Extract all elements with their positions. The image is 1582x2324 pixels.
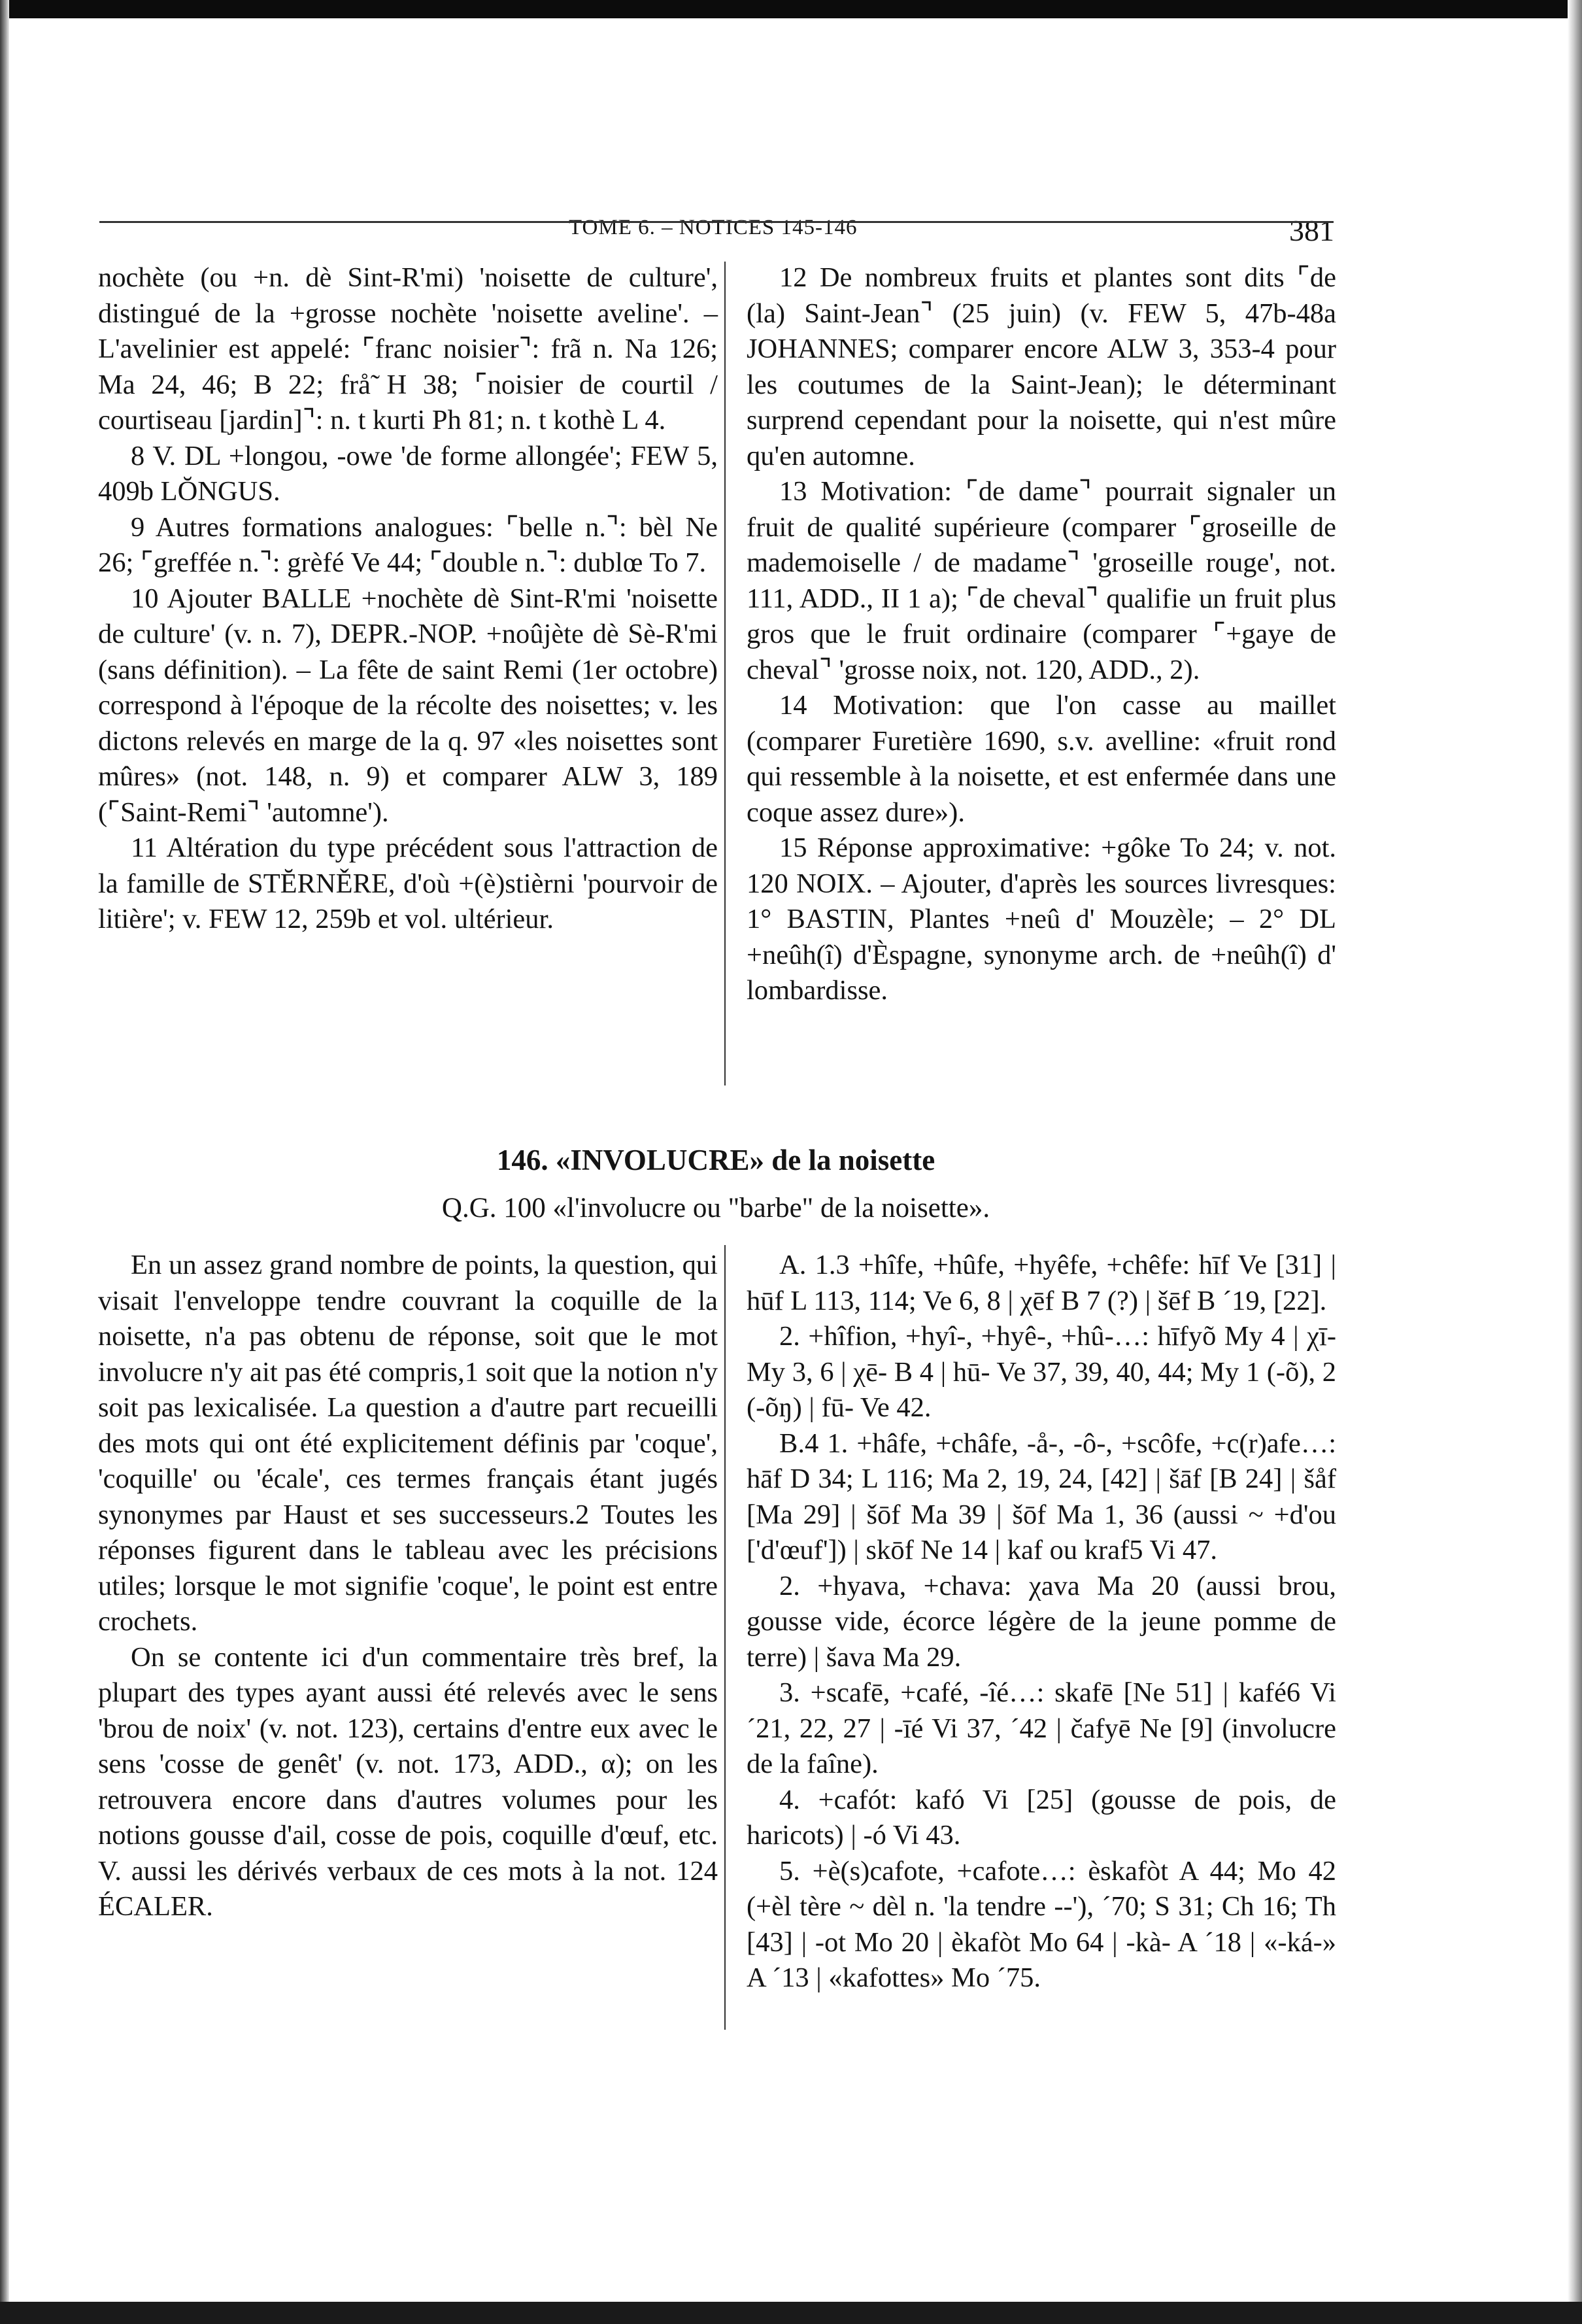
type-list-column <box>747 1248 1336 1996</box>
type-entry-b3: 3. +scafē, +café, -îé…: skafē [Ne 51] | kafé6 Vi ´21, 22, 27 | -īé Vi 37, ´42 | čafyē Ne [9] (involucre de la faîne). <box>747 1677 1336 1779</box>
footnote-continuation: nochète (ou +n. dè Sint-R'mi) 'noisette de culture', distingué de la +grosse nochète 'noisette aveline'. – L'avelinier est appelé: ⌜franc noisier⌝: frã n. Na 126; Ma 24, 46; B 22; frå̃ H 38; ⌜noisier de courtil / courtiseau [jardin]⌝: n. t kurti Ph 81; n. t kothè L 4. <box>98 262 718 436</box>
footnote-8: 8 V. DL +longou, -owe 'de forme allongée'; FEW 5, 409b LŎNGUS. <box>98 440 718 507</box>
type-entry-b2: 2. +hyava, +chava: χava Ma 20 (aussi brou, gousse vide, écorce légère de la jeune pomme de terre) | šava Ma 29. <box>747 1570 1336 1673</box>
footnote-15: 15 Réponse approximative: +gôke To 24; v. not. 120 NOIX. – Ajouter, d'après les sources livresques: 1° BASTIN, Plantes +neû d' Mouzèle; – 2° DL +neûh(î) d'Èspagne, synonyme arch. de +neûh(î) d' lombardisse. <box>747 832 1336 1006</box>
type-entry-a1: A. 1.3 +hîfe, +hûfe, +hyêfe, +chêfe: hīf Ve [31] | hūf L 113, 114; Ve 6, 8 | χēf B 7 (?) | šēf B ´19, [22]. <box>747 1250 1336 1316</box>
commentary-paragraph: On se contente ici d'un commentaire très bref, la plupart des types ayant aussi été relevés avec le sens 'brou de noix' (v. not. 123), certains d'entre eux avec le sens 'cosse de genêt' (v. not. 173, ADD., α); on les retrouvera encore dans d'autres volumes pour les notions gousse d'ail, cosse de pois, coquille d'œuf, etc. V. aussi les dérivés verbaux de ces mots à la not. 124 ÉCALER. <box>98 1641 718 1922</box>
question-line: Q.G. 100 «l'involucre ou "barbe" de la noisette». <box>441 1193 990 1223</box>
footnote-12: 12 De nombreux fruits et plantes sont dits ⌜de (la) Saint-Jean⌝ (25 juin) (v. FEW 5, 47b-48a JOHANNES; comparer encore ALW 3, 353-4 pour les coutumes de la Saint-Jean); le déterminant surprend cependant pour la noisette, qui n'est mûre qu'en automne. <box>747 262 1336 471</box>
footnote-14: 14 Motivation: que l'on casse au maillet (comparer Furetière 1690, s.v. avelline: «fruit rond qui ressemble à la noisette, et est enfermée dans une coque assez dure»). <box>747 690 1336 828</box>
header-rule <box>99 221 1334 223</box>
type-entry-b4: 4. +cafót: kafó Vi [25] (gousse de pois, de haricots) | -ó Vi 43. <box>747 1784 1336 1851</box>
column-divider-bottom <box>724 1245 726 2030</box>
column-divider-top <box>724 262 726 1085</box>
scan-edge-bottom <box>0 2302 1582 2324</box>
type-entry-b5: 5. +è(s)cafote, +cafote…: èskafòt A 44; Mo 42 (+èl tère ~ dèl n. 'la tendre --'), ´70; S 31; Ch 16; Th [43] | -ot Mo 20 | èkafòt Mo 64 | -kà- A ´18 | «-ká-» A ´13 | «kafottes» Mo ´75. <box>747 1855 1336 1993</box>
footnotes-right-column <box>747 260 1336 1009</box>
type-entry-b1: B.4 1. +hâfe, +châfe, -å-, -ô-, +scôfe, +c(r)afe…: hāf D 34; L 116; Ma 2, 19, 24, [42] | šāf [B 24] | šåf [Ma 29] | šōf Ma 39 | šōf Ma 1, 36 (aussi ~ +d'ou ['d'œuf']) | skōf Ne 14 | kaf ou kraf5 Vi 47. <box>747 1427 1336 1565</box>
section-heading: 146. «INVOLUCRE» de la noisette <box>496 1144 935 1176</box>
footnote-10: 10 Ajouter BALLE +nochète dè Sint-R'mi 'noisette de culture' (v. n. 7), DEPR.-NOP. +noûjète dè Sè-R'mi (sans définition). – La fête de saint Remi (1er octobre) correspond à l'époque de la récolte des noisettes; v. les dictons relevés en marge de la q. 97 «les noisettes sont mûres» (not. 148, n. 9) et comparer ALW 3, 189 (⌜Saint-Remi⌝ 'automne'). <box>98 583 718 828</box>
footnotes-left-column <box>98 260 718 938</box>
footnote-13: 13 Motivation: ⌜de dame⌝ pourrait signaler un fruit de qualité supérieure (comparer ⌜groseille de mademoiselle / de madame⌝ 'groseille rouge', not. 111, ADD., II 1 a); ⌜de cheval⌝ qualifie un fruit plus gros que le fruit ordinaire (comparer ⌜+gaye de cheval⌝ 'grosse noix, not. 120, ADD., 2). <box>747 476 1336 685</box>
running-title: TOME 6. – NOTICES 145-146 <box>569 216 858 239</box>
type-entry-a2: 2. +hîfion, +hyî-, +hyê-, +hû-…: hīfyõ My 4 | χī- My 3, 6 | χē- B 4 | hū- Ve 37, 39, 40, 44; My 1 (-õ), 2 (-õŋ) | fū- Ve 42. <box>747 1321 1336 1423</box>
footnote-11: 11 Altération du type précédent sous l'attraction de la famille de STĔRNĚRE, d'où +(è)stièrni 'pourvoir de litière'; v. FEW 12, 259b et vol. ultérieur. <box>98 832 718 934</box>
commentary-column <box>98 1248 718 1925</box>
commentary-paragraph: En un assez grand nombre de points, la question, qui visait l'enveloppe tendre couvrant la coquille de la noisette, n'a pas obtenu de réponse, soit que le mot involucre n'y ait pas été compris,1 soit que la notion n'y soit pas lexicalisée. La question a d'autre part recueilli des mots qui ont été explicitement définis par 'coque', 'coquille' ou 'écale', ces termes français étant jugés synonymes par Haust et ses successeurs.2 Toutes les réponses figurent dans le tableau avec les précisions utiles; lorsque le mot signifie 'coque', le point est entre crochets. <box>98 1250 718 1637</box>
page-number: 381 <box>1289 214 1334 247</box>
scan-edge-top <box>0 0 1582 18</box>
scan-edge-right <box>1568 0 1582 2324</box>
footnote-9: 9 Autres formations analogues: ⌜belle n.⌝: bèl Ne 26; ⌜greffée n.⌝: grèfé Ve 44; ⌜double n.⌝: dublœ To 7. <box>98 511 718 578</box>
